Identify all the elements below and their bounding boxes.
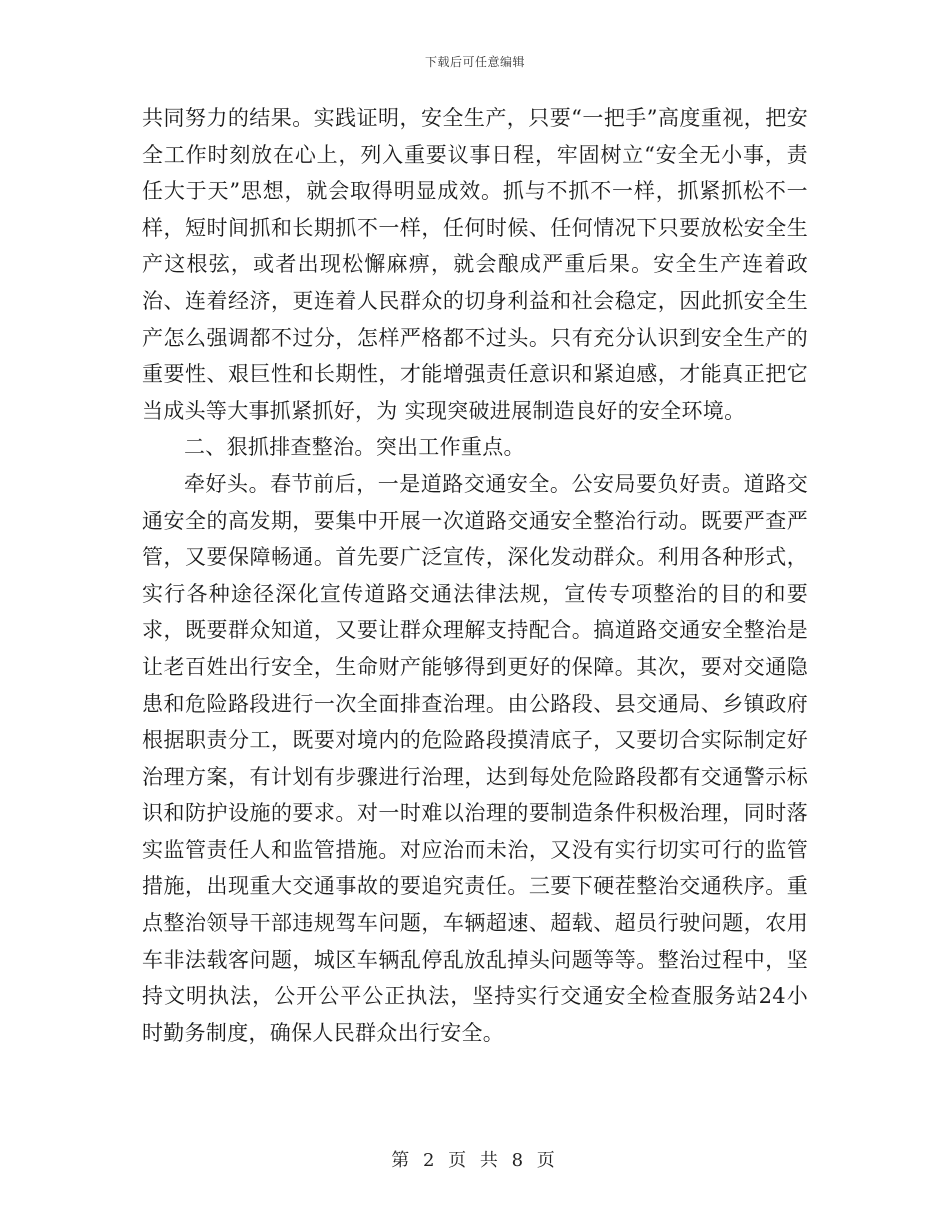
paragraph-1: 共同努力的结果。实践证明，安全生产，只要“一把手”高度重视，把安全工作时刻放在心上，列入重要议事日程，牢固树立“安全无小事，责任大于天”思想，就会取得明显成效。抓与不抓不一样，抓紧抓松不一样，短时间抓和长期抓不一样，任何时候、任何情况下只要放松安全生产这根弦，或者出现松懈麻痹，就会酿成严重后果。安全生产连着政治、连着经济，更连着人民群众的切身利益和社会稳定，因此抓安全生产怎么强调都不过分，怎样严格都不过头。只有充分认识到安全生产的重要性、艰巨性和长期性，才能增强责任意识和紧迫感，才能真正把它当成头等大事抓紧抓好，为 实现突破进展制造良好的安全环境。 <box>142 106 808 423</box>
document-body <box>142 100 808 1051</box>
paragraph-2: 牵好头。春节前后，一是道路交通安全。公安局要负好责。道路交通安全的高发期，要集中开展一次道路交通安全整治行动。既要严查严管，又要保障畅通。首先要广泛宣传，深化发动群众。利用各种形式，实行各种途径深化宣传道路交通法律法规，宣传专项整治的目的和要求，既要群众知道，又要让群众理解支持配合。搞道路交通安全整治是让老百姓出行安全，生命财产能够得到更好的保障。其次，要对交通隐患和危险路段进行一次全面排查治理。由公路段、县交通局、乡镇政府根据职责分工，既要对境内的危险路段摸清底子，又要切合实际制定好治理方案，有计划有步骤进行治理，达到每处危险路段都有交通警示标识和防护设施的要求。对一时难以治理的要制造条件积极治理，同时落实监管责任人和监管措施。对应治而未治，又没有实行切实可行的监管措施，出现重大交通事故的要追究责任。三要下硬茬整治交通秩序。重点整治领导干部违规驾车问题，车辆超速、超载、超员行驶问题，农用车非法载客问题，城区车辆乱停乱放乱掉头问题等等。整治过程中，坚持文明执法，公开公平公正执法，坚持实行交通安全检查服务站24小时勤务制度，确保人民群众出行安全。 <box>142 471 808 1045</box>
section-heading: 二、狠抓排查整治。突出工作重点。 <box>184 435 525 460</box>
page-header: 下载后可任意编辑 <box>424 55 525 69</box>
page-footer: 第 2 页 共 8 页 <box>391 1150 559 1171</box>
